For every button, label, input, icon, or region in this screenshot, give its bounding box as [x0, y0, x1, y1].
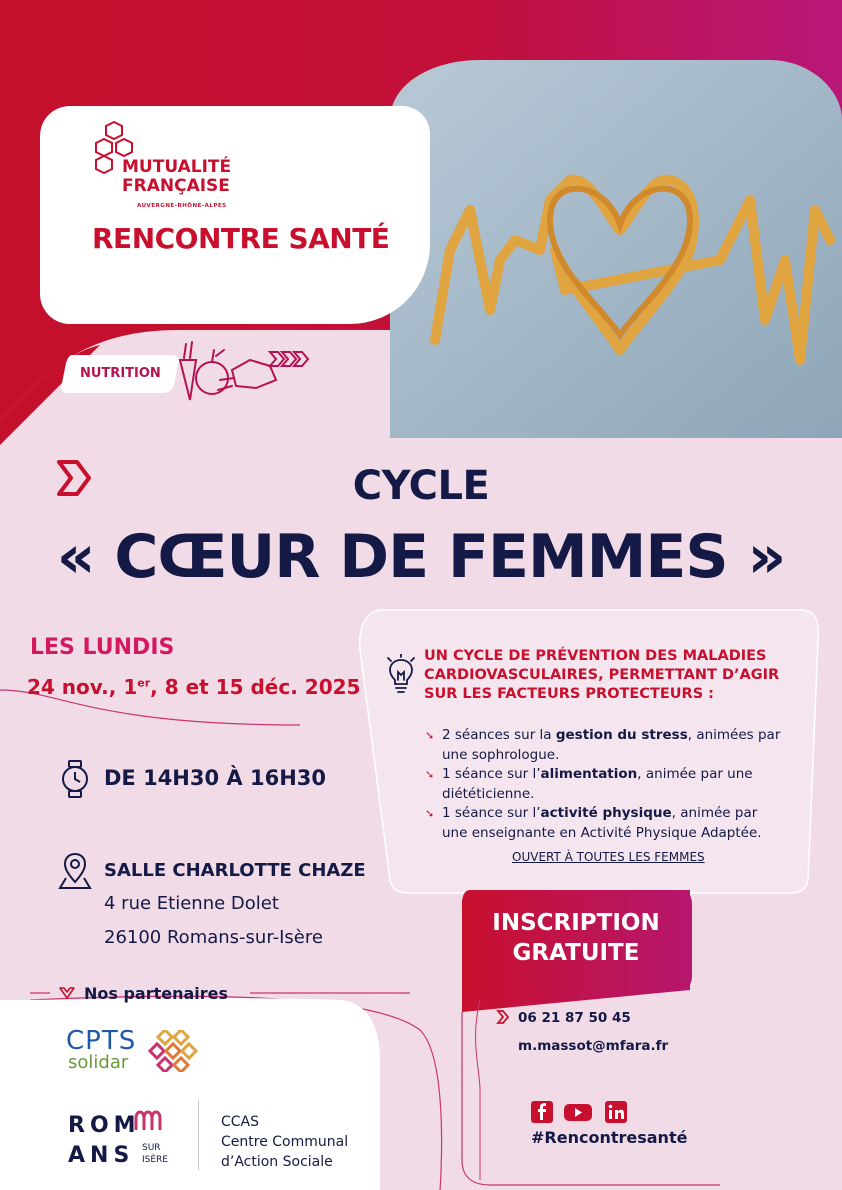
registration-badge: INSCRIPTION GRATUITE	[492, 910, 660, 966]
list-item: ➘ 1 séance sur l’activité physique, animée par une enseignante en Activité Physique Adaptée.	[425, 805, 762, 841]
cpts-logo-icon	[146, 1030, 206, 1072]
romans-isere: ISÈRE	[142, 1155, 168, 1165]
session-dates: 24 nov., 1er, 8 et 15 déc. 2025	[27, 675, 361, 699]
cpts-logo-title: CPTS	[66, 1026, 137, 1056]
nutrition-icons	[170, 330, 310, 410]
romans-line2: ANS	[68, 1143, 135, 1168]
program-list	[425, 726, 785, 843]
chevron-right-icon	[496, 1009, 510, 1025]
heart-ribbon-photo	[390, 60, 842, 438]
linkedin-icon[interactable]	[605, 1101, 627, 1123]
list-item: ➘ 1 séance sur l’alimentation, animée par une diététicienne.	[425, 766, 753, 802]
contact-email[interactable]: m.massot@mfara.fr	[518, 1038, 669, 1054]
location-pin-icon	[58, 852, 92, 890]
cpts-logo-subtitle: solidar	[68, 1052, 129, 1073]
arrow-icon: ➘	[425, 768, 435, 781]
romans-line1: ROM	[68, 1113, 141, 1138]
venue-name: SALLE CHARLOTTE CHAZE	[104, 860, 366, 881]
romans-logo	[66, 1104, 186, 1168]
venue-street: 4 rue Etienne Dolet	[104, 893, 279, 914]
heart-icon	[58, 985, 76, 1001]
youtube-icon[interactable]	[564, 1104, 592, 1121]
romans-sur: SUR	[142, 1143, 161, 1153]
audience-note: OUVERT À TOUTES LES FEMMES	[512, 850, 705, 864]
arrow-icon: ➘	[425, 729, 435, 742]
partners-divider	[198, 1100, 199, 1170]
nutrition-tag: NUTRITION	[80, 366, 161, 381]
watch-icon	[58, 760, 92, 798]
cycle-heading: CYCLE	[352, 463, 490, 509]
list-item: ➘ 2 séances sur la gestion du stress, animées par une sophrologue.	[425, 727, 781, 763]
facebook-icon[interactable]	[531, 1101, 553, 1123]
program-intro: UN CYCLE DE PRÉVENTION DES MALADIES CARDIOVASCULAIRES, PERMETTANT D’AGIR SUR LES FACTEURS PROTECTEURS :	[424, 648, 780, 702]
contact-phone[interactable]: 06 21 87 50 45	[518, 1010, 631, 1026]
hashtag: #Rencontresanté	[531, 1128, 688, 1147]
org-name: MUTUALITÉ FRANÇAISE	[122, 157, 232, 196]
event-type-title: RENCONTRE SANTÉ	[92, 222, 390, 255]
arrow-icon: ➘	[425, 807, 435, 820]
social-icons	[531, 1101, 641, 1125]
venue-city: 26100 Romans-sur-Isère	[104, 927, 323, 948]
main-title: « CŒUR DE FEMMES »	[56, 522, 786, 592]
days-label: LES LUNDIS	[30, 635, 175, 660]
partners-label: Nos partenaires	[84, 984, 229, 1003]
session-hours: DE 14H30 À 16H30	[104, 766, 327, 790]
ccas-logo-text: CCAS Centre Communal d’Action Sociale	[221, 1114, 349, 1170]
lightbulb-icon	[386, 654, 416, 694]
org-region: AUVERGNE-RHÔNE-ALPES	[137, 203, 227, 209]
